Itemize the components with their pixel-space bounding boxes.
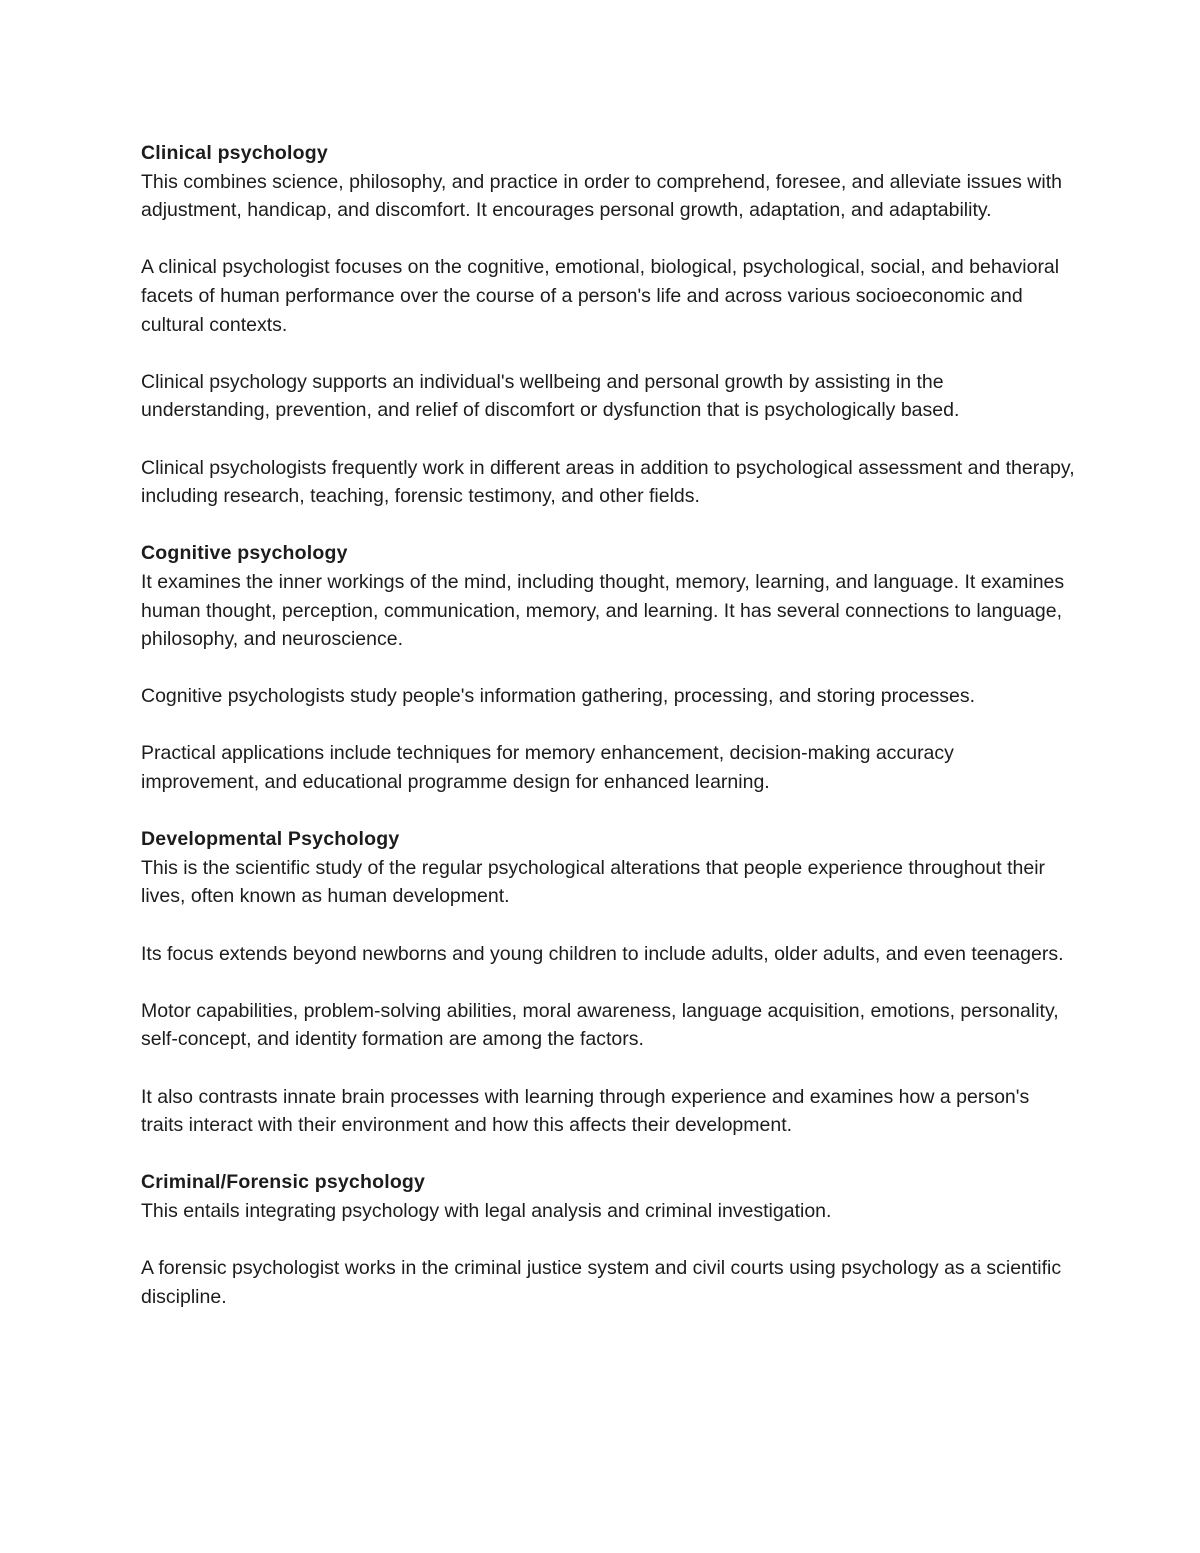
paragraph: This combines science, philosophy, and practice in order to comprehend, foresee, and alleviate issues with adjustment, handicap, and discomfort. It encourages personal growth, adaptation, and adaptability.: [141, 170, 1062, 222]
document-page: [141, 139, 1076, 1340]
paragraph: Clinical psychologists frequently work in different areas in addition to psychological assessment and therapy, including research, teaching, forensic testimony, and other fields.: [141, 456, 1075, 508]
section-heading: Criminal/Forensic psychology: [141, 1171, 426, 1194]
paragraph: It also contrasts innate brain processes with learning through experience and examines how a person's traits interact with their environment and how this affects their development.: [141, 1085, 1030, 1137]
paragraph: Clinical psychology supports an individual's wellbeing and personal growth by assisting in the understanding, prevention, and relief of discomfort or dysfunction that is psychologically based.: [141, 370, 960, 422]
section-forensic-psychology: [141, 1168, 1076, 1311]
paragraph: Its focus extends beyond newborns and young children to include adults, older adults, and even teenagers.: [141, 942, 1064, 965]
paragraph: This entails integrating psychology with legal analysis and criminal investigation.: [141, 1199, 832, 1222]
paragraph: It examines the inner workings of the mind, including thought, memory, learning, and language. It examines human thought, perception, communication, memory, and learning. It has several connections to language, philosophy, and neuroscience.: [141, 570, 1065, 651]
paragraph: A forensic psychologist works in the criminal justice system and civil courts using psychology as a scientific discipline.: [141, 1257, 1062, 1308]
paragraph: A clinical psychologist focuses on the cognitive, emotional, biological, psychological, social, and behavioral facets of human performance over the course of a person's life and across various socioeconomic and cultural contexts.: [141, 256, 1060, 336]
paragraph: Cognitive psychologists study people's information gathering, processing, and storing processes.: [141, 685, 976, 708]
section-clinical-psychology: [141, 139, 1076, 511]
section-cognitive-psychology: [141, 539, 1076, 796]
paragraph: Motor capabilities, problem-solving abilities, moral awareness, language acquisition, emotions, personality, self-concept, and identity formation are among the factors.: [141, 999, 1059, 1051]
section-heading: Developmental Psychology: [141, 828, 400, 851]
section-heading: Clinical psychology: [141, 142, 328, 164]
section-heading: Cognitive psychology: [141, 542, 348, 565]
section-developmental-psychology: [141, 825, 1076, 1140]
paragraph: Practical applications include techniques for memory enhancement, decision-making accuracy improvement, and educational programme design for enhanced learning.: [141, 742, 954, 794]
paragraph: This is the scientific study of the regular psychological alterations that people experience throughout their lives, often known as human development.: [141, 856, 1046, 908]
